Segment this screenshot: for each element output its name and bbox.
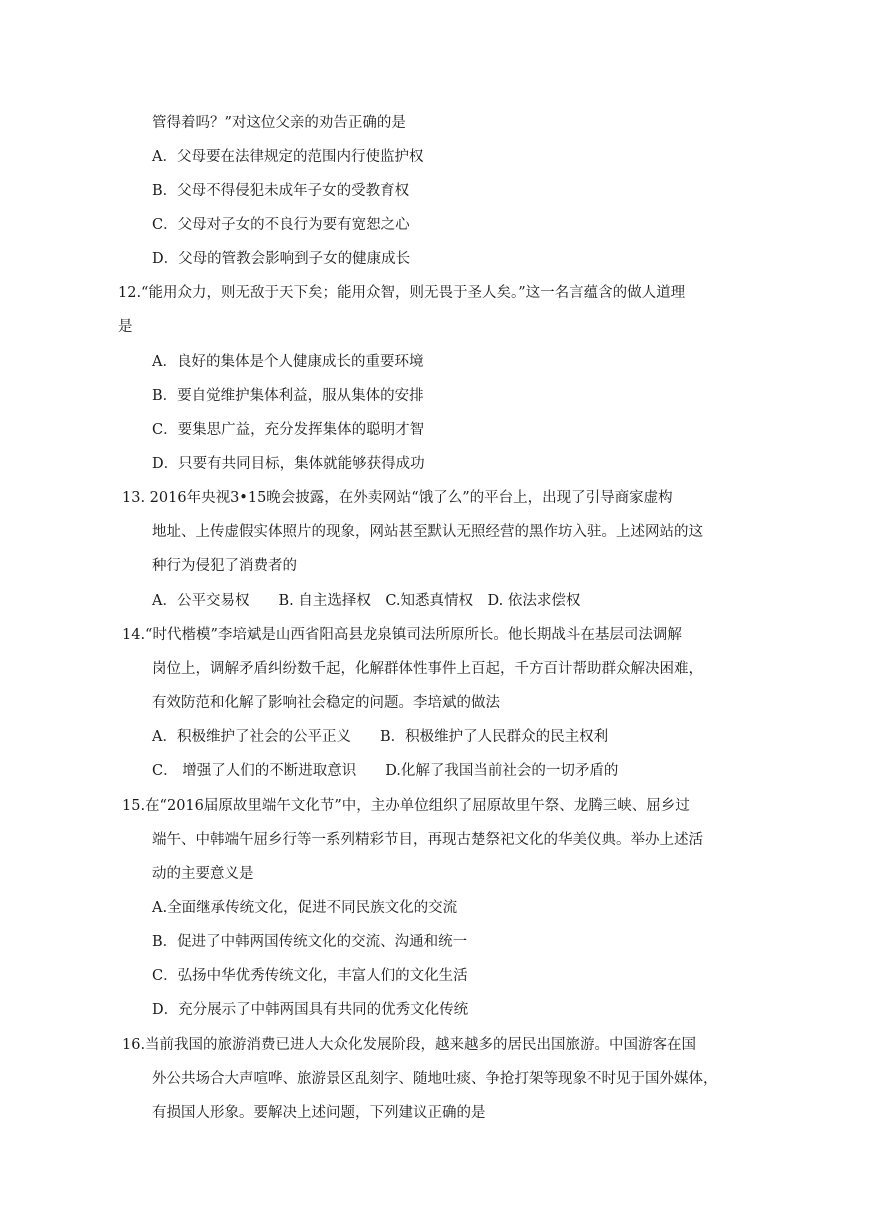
- q13-options: A．公平交易权 B. 自主选择权 C.知悉真情权 D. 依法求偿权: [152, 593, 581, 609]
- q15-option-a: A.全面继承传统文化，促进不同民族文化的交流: [152, 900, 458, 916]
- q14-stem-line2: 岗位上，调解矛盾纠纷数千起，化解群体性事件上百起，千方百计帮助群众解决困难，: [152, 661, 703, 677]
- q11-option-d: D．父母的管教会影响到子女的健康成长: [152, 251, 411, 267]
- q12-stem-line1: 12.“能用众力，则无敌于天下矣；能用众智，则无畏于圣人矣。”这一名言蕴含的做人道理: [118, 285, 686, 301]
- q11-option-c: C．父母对子女的不良行为要有宽恕之心: [152, 217, 410, 233]
- q16-stem-line1: 16.当前我国的旅游消费已进人大众化发展阶段，越来越多的居民出国旅游。中国游客在国: [122, 1037, 697, 1053]
- q15-stem-line1: 15.在“2016届原故里端午文化节”中，主办单位组织了屈原故里午祭、龙腾三峡、屈乡过: [122, 798, 690, 814]
- q12-option-a: A．良好的集体是个人健康成长的重要环境: [152, 354, 424, 370]
- q11-stem-tail: 管得着吗？”对这位父亲的劝告正确的是: [152, 115, 406, 131]
- q14-options-line1: A．积极维护了社会的公平正义 B．积极维护了人民群众的民主权利: [152, 729, 609, 745]
- q12-option-b: B．要自觉维护集体利益，服从集体的安排: [152, 388, 424, 404]
- q11-option-a: A．父母要在法律规定的范围内行使监护权: [152, 149, 424, 165]
- q14-stem-line1: 14.“时代楷模”李培斌是山西省阳高县龙泉镇司法所原所长。他长期战斗在基层司法调解: [122, 627, 682, 643]
- q14-options-line2: C． 增强了人们的不断进取意识 D.化解了我国当前社会的一切矛盾的: [152, 763, 619, 779]
- q12-option-c: C．要集思广益，充分发挥集体的聪明才智: [152, 422, 425, 438]
- q13-stem-line1: 13. 2016年央视3•15晚会披露，在外卖网站“饿了么”的平台上，出现了引导商家虚构: [122, 490, 673, 506]
- q15-stem-line2: 端午、中韩端午屈乡行等一系列精彩节目，再现古楚祭祀文化的华美仪典。举办上述活: [152, 832, 703, 848]
- q15-option-b: B．促进了中韩两国传统文化的交流、沟通和统一: [152, 934, 468, 950]
- q12-stem-line2: 是: [118, 319, 133, 335]
- q16-stem-line3: 有损国人形象。要解决上述问题，下列建议正确的是: [152, 1105, 486, 1121]
- q11-option-b: B．父母不得侵犯未成年子女的受教育权: [152, 183, 410, 199]
- q14-stem-line3: 有效防范和化解了影响社会稳定的问题。李培斌的做法: [152, 695, 500, 711]
- q13-stem-line3: 种行为侵犯了消费者的: [152, 558, 297, 574]
- q15-option-c: C．弘扬中华优秀传统文化，丰富人们的文化生活: [152, 968, 468, 984]
- q13-stem-line2: 地址、上传虚假实体照片的现象，网站甚至默认无照经营的黑作坊入驻。上述网站的这: [152, 524, 703, 540]
- q12-option-d: D．只要有共同目标，集体就能够获得成功: [152, 456, 425, 472]
- q15-stem-line3: 动的主要意义是: [152, 866, 254, 882]
- q16-stem-line2: 外公共场合大声喧哗、旅游景区乱刻字、随地吐痰、争抢打架等现象不时见于国外媒体，: [152, 1071, 718, 1087]
- q15-option-d: D．充分展示了中韩两国具有共同的优秀文化传统: [152, 1002, 469, 1018]
